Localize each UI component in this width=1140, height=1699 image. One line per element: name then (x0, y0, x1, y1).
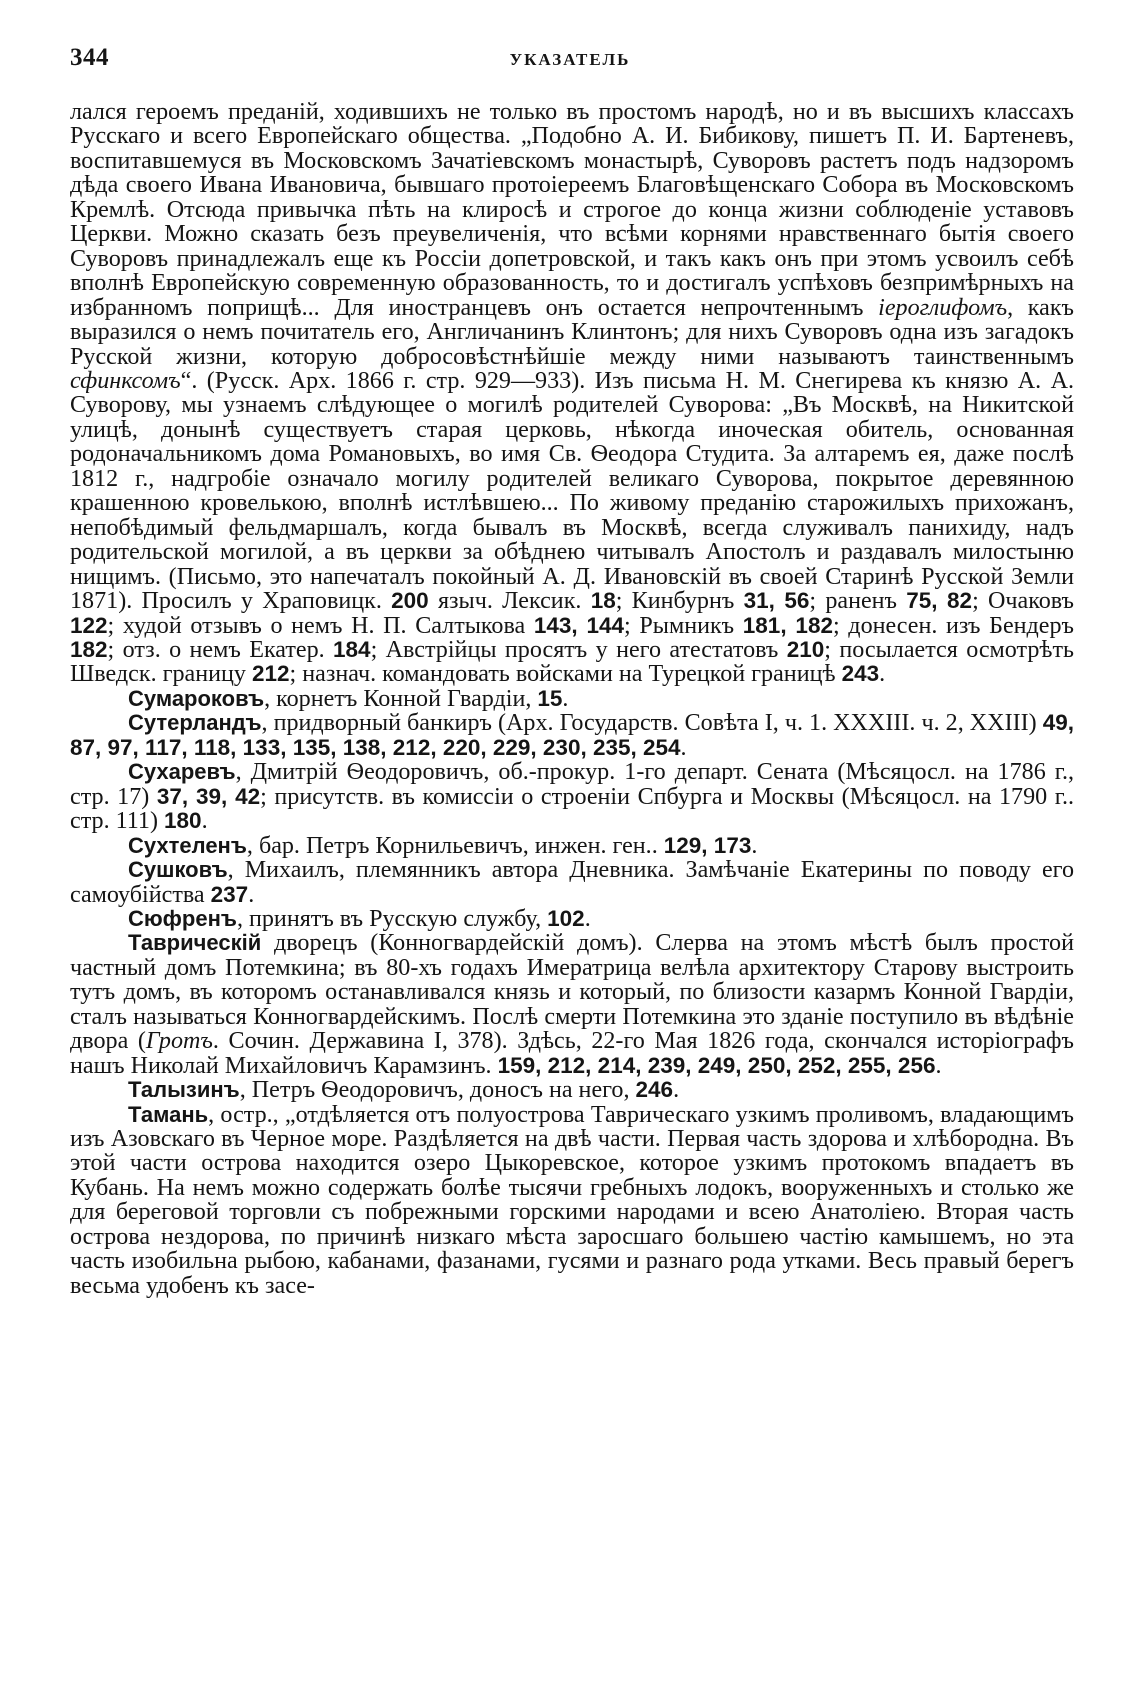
entry-suterland: Сутерландъ, придворный банкиръ (Арх. Государств. Совѣта I, ч. 1. XXXIII. ч. 2, XXIII) 49, 87, 97, 117, 118, 133, 135, 138, 212, 220, 229, 230, 235, 254. (70, 710, 1074, 761)
headword: Сухтеленъ (128, 832, 247, 858)
entry-syufren: Сюфренъ, принятъ въ Русскую службу, 102. (128, 905, 591, 932)
entry-taman: Тамань, остр., „отдѣляется отъ полуострова Таврическаго узкимъ проливомъ, владающимъ изъ Азовскаго въ Черное море. Раздѣляется на двѣ части. Первая часть здорова и хлѣбородна. Въ этой части острова находится озеро Цыкоревское, которое узкимъ протокомъ впадаетъ въ Кубань. На немъ можно содержать болѣе тысячи гребныхъ лодокъ, вооруженныхъ и столько же для береговой торговли съ побрежными горскими народами и всею Анатоліею. Вторая часть острова нездорова, по причинѣ низкаго мѣста заросшаго большею частію камышемъ, но эта часть изобильна рыбою, кабанами, фазанами, гусями и разнаго рода утками. Весь правый берегъ весьма удобенъ къ засе- (70, 1101, 1074, 1299)
index-text (70, 100, 1074, 1298)
entry-sukharev: Сухаревъ, Дмитрій Ѳеодоровичъ, об.-прокур. 1-го департ. Сената (Мѣсяцосл. на 1786 г., стр. 17) 37, 39, 42; присутств. въ комиссіи о строеніи Спбурга и Москвы (Мѣсяцосл. на 1790 г.. стр. 111) 180. (70, 759, 1074, 835)
entry-tavrichesky: Таврическій дворецъ (Конногвардейскій домъ). Слерва на этомъ мѣстѣ былъ простой частный домъ Потемкина; въ 80-хъ годахъ Имератрица велѣла архитектору Старову выстроить тутъ домъ, въ которомъ останавливался князь и который, по близости казармъ Конной Гвардіи, сталъ называться Конногвардейскимъ. Послѣ смерти Потемкина это зданіе поступило въ вѣдѣніе двора (Гротъ. Сочин. Державина I, 378). Здѣсь, 22-го Мая 1826 года, скончался исторіографъ нашъ Николай Михайловичъ Карамзинъ. 159, 212, 214, 239, 249, 250, 252, 255, 256. (70, 930, 1074, 1079)
headword: Сушковъ (128, 857, 228, 883)
headword: Талызинъ (128, 1077, 240, 1103)
headword: Тамань (128, 1101, 209, 1127)
page-number: 344 (70, 44, 109, 71)
headword: Сумароковъ (128, 685, 265, 711)
entry-sumarokov: Сумароковъ, корнетъ Конной Гвардіи, 15. (128, 685, 569, 712)
entry-talyzin: Талызинъ, Петръ Ѳеодоровичъ, доносъ на него, 246. (128, 1077, 680, 1104)
headword: Сутерландъ (128, 710, 262, 736)
running-head: УКАЗАТЕЛЬ (509, 50, 631, 69)
headword: Сюфренъ (128, 905, 237, 931)
headword: Сухаревъ (128, 759, 236, 785)
entry-suvorov-continued: лался героемъ преданій, ходившихъ не только въ простомъ народѣ, но и въ высшихъ классахъ Русскаго и всего Европейскаго общества. „Подобно А. И. Бибикову, пишетъ П. И. Бартеневъ, воспитавшемуся въ Московскомъ Зачатіевскомъ монастырѣ, Суворовъ растетъ подъ надзоромъ дѣда своего Ивана Ивановича, бывшаго протоіереемъ Благовѣщенскаго Собора въ Московскомъ Кремлѣ. Отсюда привычка пѣть на клиросѣ и строгое до конца жизни соблюденіе уставовъ Церкви. Можно сказать безъ преувеличенія, что всѣми корнями нравственнаго бытія своего Суворовъ принадлежалъ еще къ Россіи допетровской, и такъ какъ онъ при этомъ усвоилъ себѣ вполнѣ Европейскую современную образованность, то и достигалъ успѣховъ безпримѣрныхъ на избранномъ поприщѣ... Для иностранцевъ онъ остается непрочтеннымъ іероглифомъ, какъ выразился о немъ почитатель его, Англичанинъ Клинтонъ; для нихъ Суворовъ одна изъ загадокъ Русской жизни, которую добросовѣстнѣйшіе между ними называютъ таинственнымъ сфинксомъ“. (Русск. Арх. 1866 г. стр. 929—933). Изъ письма Н. М. Снегирева къ князю А. А. Суворову, мы узнаемъ слѣдующее о могилѣ родителей Суворова: „Въ Москвѣ, на Никитской улицѣ, донынѣ существуетъ старая церковь, нѣкогда иноческая обитель, основанная родоначальникомъ дома Романовыхъ, во имя Св. Ѳеодора Студита. За алтаремъ ея, даже послѣ 1812 г., надгробіе означало могилу родителей великаго Суворова, покрытое деревянною крашенною кровелькою, вполнѣ истлѣвшею... По живому преданію старожилыхъ прихожанъ, непобѣдимый фельдмаршалъ, когда бывалъ въ Москвѣ, всегда служивалъ панихиду, надъ родительской могилой, а въ церкви за обѣднею читывалъ Апостолъ и раздавалъ милостыню нищимъ. (Письмо, это напечаталъ покойный А. Д. Ивановскій въ своей Старинѣ Русской Земли 1871). Просилъ у Храповицк. 200 языч. Лексик. 18; Кинбурнъ 31, 56; раненъ 75, 82; Очаковъ 122; худой отзывъ о немъ Н. П. Салтыкова 143, 144; Рымникъ 181, 182; донесен. изъ Бендеръ 182; отз. о немъ Екатер. 184; Австрійцы просятъ у него атестатовъ 210; посылается осмотрѣть Шведск. границу 212; назнач. командовать войсками на Турецкой границѣ 243. (70, 99, 1075, 688)
headword: Таврическій (128, 930, 262, 956)
entry-sushkov: Сушковъ, Михаилъ, племянникъ автора Дневника. Замѣчаніе Екатерины по поводу его самоубійства 237. (70, 857, 1074, 908)
entry-sukhtelen: Сухтеленъ, бар. Петръ Корнильевичъ, инжен. ген.. 129, 173. (128, 832, 758, 859)
page-header (70, 44, 1070, 78)
